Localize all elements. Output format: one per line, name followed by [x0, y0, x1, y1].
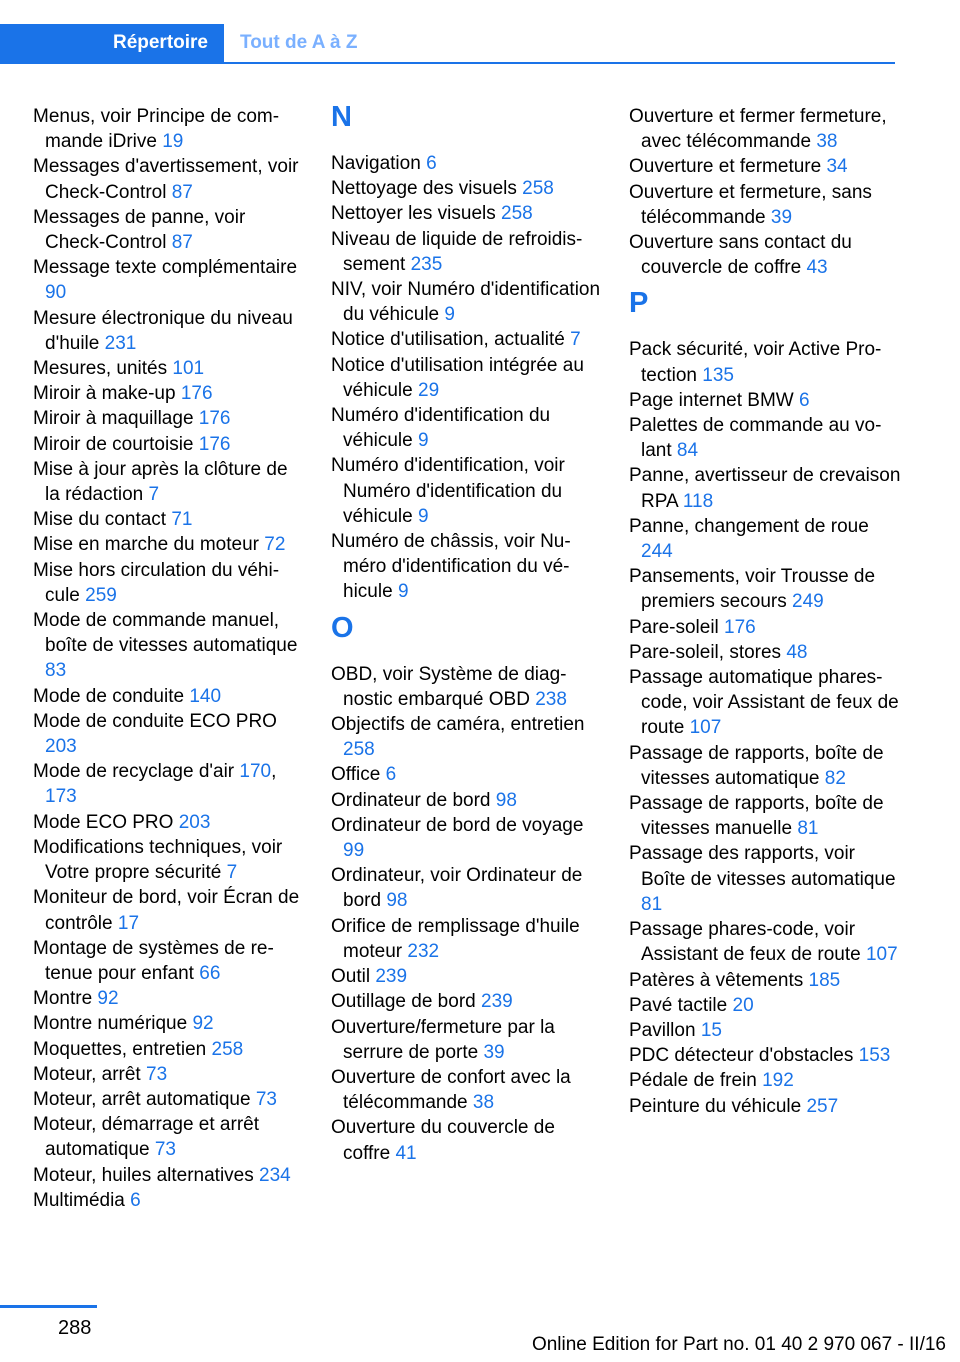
index-entry-text: Moniteur de bord, voir Écran de contrôle: [33, 887, 300, 934]
header-tab-bar: [0, 24, 895, 64]
index-entry: [331, 201, 603, 226]
section-letter: P: [629, 287, 649, 320]
index-entry-text: Mesure électronique du niveau d'huile: [33, 307, 293, 354]
page-link[interactable]: 258: [501, 203, 533, 225]
page-link[interactable]: 82: [824, 767, 846, 789]
index-entry-text: Orifice de remplissage d'huile moteur: [331, 915, 580, 962]
index-entry: [33, 709, 305, 759]
index-entry-text: Passage de rapports, boîte de vitesses manuelle: [629, 793, 884, 840]
page-link[interactable]: 173: [45, 786, 77, 808]
page-link[interactable]: 192: [762, 1070, 794, 1092]
page-link[interactable]: 98: [386, 890, 408, 912]
index-entry-text: Montre: [33, 988, 93, 1010]
index-entry: [33, 936, 305, 986]
page-link[interactable]: 6: [130, 1189, 141, 1211]
page-link[interactable]: 17: [117, 912, 140, 934]
index-entry-text: Outillage de bord: [331, 991, 476, 1013]
index-entry: [33, 1112, 305, 1162]
index-entry-text: Ouverture sans contact du couvercle de coffre: [629, 232, 852, 279]
page-link[interactable]: 203: [178, 811, 211, 833]
index-entry-text: Numéro d'identification du véhicule: [331, 405, 551, 452]
index-entry: [33, 1011, 305, 1036]
page-link[interactable]: 43: [806, 257, 828, 279]
index-entry: [33, 406, 305, 431]
index-entry-text: Office: [331, 764, 381, 786]
index-column-3: [629, 104, 901, 1119]
page-link[interactable]: 231: [104, 332, 137, 354]
index-entry-text: Modifications techniques, voir Votre propre sécurité: [33, 836, 283, 884]
index-entry: [629, 615, 901, 640]
page-link[interactable]: 15: [700, 1019, 722, 1041]
page-link[interactable]: 92: [97, 988, 119, 1010]
index-entry-text: Notice d'utilisation, actualité: [331, 329, 565, 351]
page-link[interactable]: 38: [816, 131, 838, 153]
index-entry-text: Objectifs de caméra, entretien: [331, 714, 585, 736]
index-entry-text: Pédale de frein: [629, 1070, 757, 1092]
page-link[interactable]: 239: [481, 991, 513, 1013]
index-entry: [629, 640, 901, 665]
index-entry-text: Mode de conduite ECO PRO: [33, 710, 277, 732]
index-entry: [331, 403, 603, 453]
index-entry: [33, 1188, 305, 1213]
page-link[interactable]: 7: [226, 862, 238, 884]
index-entry-text: Mise du contact: [33, 509, 167, 531]
page-link[interactable]: 87: [171, 232, 193, 254]
section-letter: N: [331, 101, 352, 133]
index-entry: [33, 306, 305, 356]
page-link[interactable]: 48: [786, 641, 808, 663]
page-link[interactable]: 118: [682, 490, 714, 512]
index-entry: [33, 608, 305, 684]
page-link[interactable]: 176: [724, 616, 756, 638]
index-entry: [629, 337, 901, 387]
index-entry: [629, 230, 901, 280]
index-entry-text: OBD, voir Système de diagnostic embarqué OBD: [331, 663, 567, 710]
index-entry-text: Numéro d'identification, voir Numéro d'identification du véhicule: [331, 455, 565, 527]
index-entry-text: Miroir à make-up: [33, 383, 176, 405]
index-entry: [33, 381, 305, 406]
index-entry-text: Notice d'utilisation intégrée au véhicule: [331, 354, 584, 401]
index-entry: [331, 327, 603, 352]
page-link[interactable]: 38: [472, 1092, 495, 1114]
index-entry-text: Miroir de courtoisie: [33, 433, 194, 455]
index-entry-text: Palettes de commande au volant: [629, 415, 882, 462]
index-entry-text: Ouverture du couvercle de coffre: [331, 1117, 555, 1164]
index-entry: [33, 1163, 305, 1188]
index-entry-text: Mise hors circulation du véhicule: [33, 559, 280, 606]
index-entry-text: Montre numérique: [33, 1013, 188, 1035]
page-link[interactable]: 9: [444, 304, 455, 326]
index-entry-text: NIV, voir Numéro d'identification du véhicule: [331, 279, 601, 326]
page-link[interactable]: 259: [85, 584, 117, 606]
index-entry-text: Ouverture/fermeture par la serrure de porte: [331, 1016, 555, 1063]
index-entry: [33, 1037, 305, 1062]
index-entry: [33, 759, 305, 809]
page-link[interactable]: 9: [418, 430, 429, 452]
page-link[interactable]: 239: [375, 966, 408, 988]
index-entry-text: Mode de conduite: [33, 685, 185, 707]
index-entry: [629, 791, 901, 841]
index-entry-text: Mise à jour après la clôture de la rédaction: [33, 458, 288, 506]
index-entry: [33, 1087, 305, 1112]
index-entry-text: Messages de panne, voir Check-Control: [33, 206, 246, 254]
page-link[interactable]: 20: [732, 994, 754, 1016]
index-entry: [331, 1115, 603, 1165]
page-link[interactable]: 258: [343, 739, 375, 761]
index-entry-text: Montage de systèmes de retenue pour enfant: [33, 937, 274, 984]
page-link[interactable]: 39: [483, 1041, 505, 1063]
index-entry: [331, 453, 603, 529]
page-link[interactable]: 107: [689, 717, 722, 739]
index-entry: [629, 180, 901, 230]
page-link[interactable]: 9: [418, 505, 429, 527]
index-entry-text: Menus, voir Principe de commande iDrive: [33, 106, 280, 153]
index-entry-text: Pavillon: [629, 1019, 696, 1041]
page-link[interactable]: 73: [146, 1063, 168, 1085]
index-entry: [331, 762, 603, 787]
index-entry-text: Panne, changement de roue: [629, 515, 869, 537]
page-link[interactable]: 83: [45, 660, 67, 682]
index-entry-text: Passage des rapports, voir Boîte de vitesses automatique: [629, 843, 896, 890]
section-letter: O: [331, 611, 354, 644]
index-entry: [33, 432, 305, 457]
page-link[interactable]: 135: [702, 364, 734, 386]
index-entry-text: Navigation: [331, 153, 421, 174]
index-entry: [33, 885, 305, 935]
index-entry-text: Page internet BMW: [629, 389, 794, 411]
page-link[interactable]: 90: [45, 282, 67, 304]
page-link[interactable]: 176: [198, 408, 231, 430]
index-entry: [331, 712, 603, 762]
index-entry-text: Patères à vêtements: [629, 969, 804, 991]
index-entry: [331, 353, 603, 403]
page-link[interactable]: 257: [806, 1095, 839, 1117]
page-link[interactable]: 73: [154, 1139, 176, 1161]
page-link[interactable]: 66: [199, 962, 221, 984]
page-link[interactable]: 72: [264, 534, 286, 556]
footer-accent-line: [0, 1305, 97, 1308]
index-entry-text: Mise en marche du moteur: [33, 534, 259, 556]
index-entry-text: Mode ECO PRO: [33, 811, 174, 833]
index-entry-text: Ouverture et fermeture: [629, 156, 822, 178]
page-link[interactable]: 258: [522, 178, 554, 200]
tab-repertoire[interactable]: Répertoire: [0, 24, 224, 62]
index-entry-text: Passage phares-code, voir Assistant de feux de route: [629, 919, 861, 966]
index-entry-text: Pare-soleil: [629, 616, 719, 638]
index-entry: [33, 558, 305, 608]
index-entry-text: Moteur, démarrage et arrêt automatique: [33, 1114, 259, 1161]
index-entry: [331, 914, 603, 964]
page-link[interactable]: 6: [799, 389, 810, 411]
index-entry-text: Nettoyer les visuels: [331, 203, 496, 225]
page-link[interactable]: 170: [239, 761, 272, 783]
index-column-2: [331, 101, 603, 1166]
index-entry-text: Pack sécurité, voir Active Protection: [629, 339, 882, 386]
index-column-1: [33, 104, 305, 1213]
index-entry: [331, 964, 603, 989]
index-entry: [629, 413, 901, 463]
index-entry: [629, 1043, 901, 1068]
index-entry-text: Pare-soleil, stores: [629, 641, 782, 663]
page-link[interactable]: 29: [418, 379, 440, 401]
page-number: 288: [58, 1317, 92, 1339]
index-entry: [331, 813, 603, 863]
page-link[interactable]: 249: [792, 591, 824, 613]
index-entry: [33, 154, 305, 204]
index-entry-text: Passage automatique phares-code, voir Assistant de feux de route: [629, 667, 899, 739]
edition-note: Online Edition for Part no. 01 40 2 970 067 - II/16: [531, 1334, 946, 1355]
index-entry: [331, 277, 603, 327]
page-link[interactable]: 41: [395, 1142, 417, 1164]
index-entry: [629, 993, 901, 1018]
index-entry: [33, 810, 305, 835]
index-entry: [629, 104, 901, 154]
index-entry-text: Mode de recyclage d'air: [33, 761, 235, 783]
page-link[interactable]: 185: [808, 969, 841, 991]
index-entry: [629, 564, 901, 614]
index-entry: [629, 665, 901, 741]
page-link[interactable]: 98: [495, 789, 517, 811]
index-entry: [331, 989, 603, 1014]
index-entry: [33, 684, 305, 709]
page-link[interactable]: 34: [826, 156, 848, 178]
page-link[interactable]: 87: [171, 181, 193, 203]
index-entry: [331, 227, 603, 277]
page-link[interactable]: 73: [255, 1088, 277, 1110]
index-entry-text: Ouverture et fermer fermeture, avec télécommande: [629, 106, 887, 153]
index-entry-text: Ordinateur de bord: [331, 789, 491, 811]
page-link[interactable]: 19: [162, 131, 184, 153]
index-entry-text: PDC détecteur d'obstacles: [629, 1045, 854, 1067]
index-entry: [629, 741, 901, 791]
tab-tout-de-a-a-z[interactable]: Tout de A à Z: [240, 32, 358, 53]
index-entry: [33, 1062, 305, 1087]
index-entry-text: Ordinateur de bord de voyage: [331, 814, 584, 836]
index-entry-text: Ouverture et fermeture, sans télécommande: [629, 181, 872, 228]
index-entry: [33, 507, 305, 532]
page-link[interactable]: 7: [148, 484, 160, 506]
index-entry-text: Nettoyage des visuels: [331, 178, 517, 200]
index-entry: [331, 863, 603, 913]
index-entry-text: Messages d'avertissement, voir Check-Control: [33, 156, 299, 203]
index-entry-text: Ordinateur, voir Ordinateur de bord: [331, 865, 583, 912]
index-entry: [33, 986, 305, 1011]
index-entry: [33, 457, 305, 507]
index-entry: [33, 835, 305, 885]
index-entry: [629, 388, 901, 413]
index-entry: [33, 104, 305, 154]
index-entry-text: Moquettes, entretien: [33, 1038, 207, 1060]
index-entry: [33, 356, 305, 381]
index-entry: [629, 1094, 901, 1119]
page-link[interactable]: 238: [535, 688, 567, 710]
page-link[interactable]: 235: [410, 253, 443, 275]
index-entry-text: Niveau de liquide de refroidissement: [331, 228, 583, 275]
index-entry: [629, 463, 901, 513]
index-entry-text: Moteur, arrêt automatique: [33, 1088, 251, 1110]
index-entry-text: Message texte complémentaire: [33, 257, 298, 279]
page-link[interactable]: 7: [570, 329, 581, 351]
index-entry: [33, 205, 305, 255]
index-entry-text: Outil: [331, 966, 371, 988]
index-entry: [629, 917, 901, 967]
page-link[interactable]: 244: [641, 541, 673, 563]
index-entry: [331, 176, 603, 201]
index-entry: [331, 151, 603, 176]
page-link[interactable]: 234: [259, 1164, 291, 1186]
index-entry-text: Miroir à maquillage: [33, 408, 194, 430]
index-entry: [629, 841, 901, 917]
index-entry: [331, 662, 603, 712]
index-entry: [331, 529, 603, 605]
page-link[interactable]: 81: [797, 818, 819, 840]
page-separator: ,: [271, 761, 277, 783]
index-entry-text: Mesures, unités: [33, 358, 168, 380]
index-entry-text: Numéro de châssis, voir Numéro d'identification du véhicule: [331, 531, 571, 603]
page-link[interactable]: 203: [45, 736, 77, 758]
index-entry-text: Pansements, voir Trousse de premiers secours: [629, 566, 876, 613]
page-link[interactable]: 176: [198, 433, 231, 455]
page-link[interactable]: 176: [180, 383, 213, 405]
page-link[interactable]: 107: [865, 944, 898, 966]
page-link[interactable]: 39: [770, 206, 793, 228]
index-entry: [331, 788, 603, 813]
index-entry: [629, 1018, 901, 1043]
index-entry: [331, 1065, 603, 1115]
index-entry-text: Moteur, arrêt: [33, 1063, 141, 1085]
page-link[interactable]: 92: [192, 1013, 214, 1035]
page-link[interactable]: 84: [676, 440, 699, 462]
index-entry-text: Passage de rapports, boîte de vitesses automatique: [629, 742, 884, 789]
page-link[interactable]: 99: [343, 840, 365, 862]
index-entry-text: Mode de commande manuel, boîte de vitesses automatique: [33, 610, 298, 657]
index-entry: [33, 532, 305, 557]
index-entry-text: Moteur, huiles alternatives: [33, 1164, 254, 1186]
index-entry-text: Pavé tactile: [629, 994, 728, 1016]
page-link[interactable]: 9: [397, 581, 409, 603]
page-link[interactable]: 153: [858, 1045, 891, 1067]
index-entry-text: Multimédia: [33, 1189, 125, 1211]
index-entry-text: Panne, avertisseur de crevaison RPA: [629, 465, 901, 512]
index-entry: [629, 968, 901, 993]
index-entry: [629, 154, 901, 179]
page-link[interactable]: 6: [426, 153, 437, 174]
page-link[interactable]: 6: [385, 764, 397, 786]
index-entry: [33, 255, 305, 305]
page-link[interactable]: 101: [172, 358, 205, 380]
index-entry: [629, 514, 901, 564]
index-entry: [331, 1015, 603, 1065]
index-entry-text: Ouverture de confort avec la télécommande: [331, 1066, 571, 1114]
index-entry: [629, 1068, 901, 1093]
page-link[interactable]: 232: [407, 940, 440, 962]
page-link[interactable]: 258: [211, 1038, 244, 1060]
page-link[interactable]: 71: [171, 509, 193, 531]
page-link[interactable]: 140: [189, 685, 222, 707]
index-entry-text: Peinture du véhicule: [629, 1095, 802, 1117]
page-link[interactable]: 81: [641, 893, 663, 915]
